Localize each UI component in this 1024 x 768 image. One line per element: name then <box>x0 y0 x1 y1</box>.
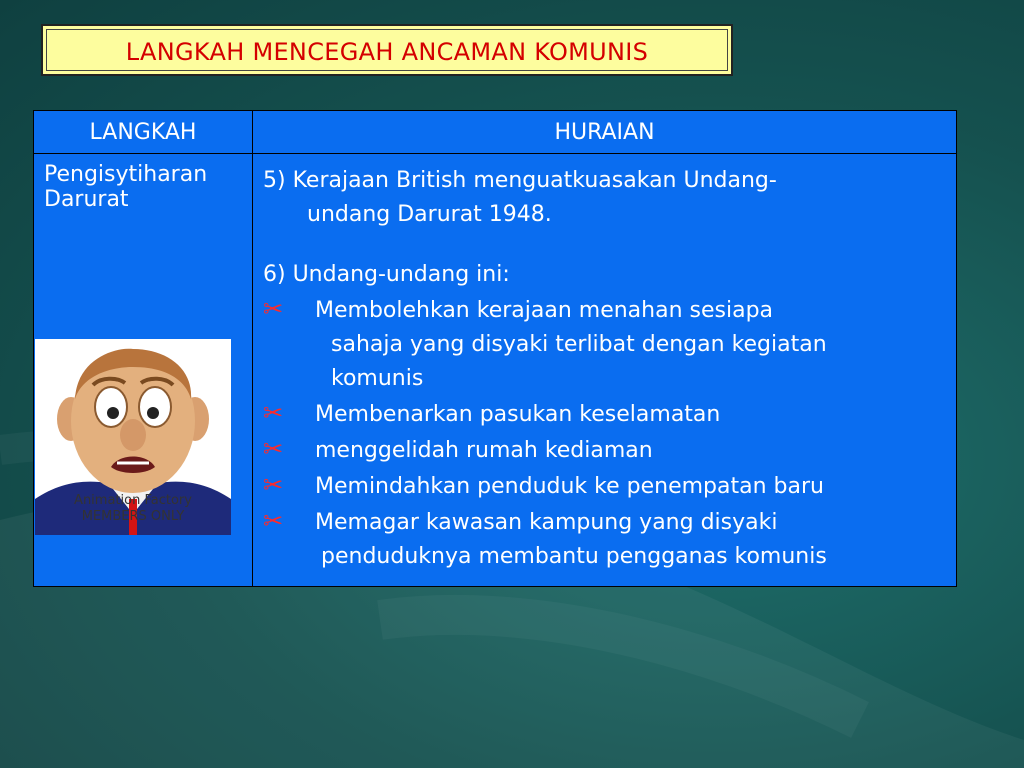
scissors-bullet-icon: ✂ <box>263 435 284 463</box>
header-huraian: HURAIAN <box>253 111 957 154</box>
bullet-text-2: Membenarkan pasukan keselamatan <box>315 402 721 427</box>
bullet-item-3 <box>263 432 946 468</box>
worried-man-image <box>35 339 231 535</box>
table-row <box>34 154 957 587</box>
content-table <box>33 110 957 587</box>
bullet-text-5: Memagar kawasan kampung yang disyaki <box>315 510 778 535</box>
watermark-line2: MEMBERS ONLY <box>81 509 185 524</box>
title-box <box>41 24 733 76</box>
scissors-bullet-icon: ✂ <box>263 471 284 499</box>
bullet-text-4: Memindahkan penduduk ke penempatan baru <box>315 474 824 499</box>
watermark-line1: Animation Factory <box>74 493 192 508</box>
step-name-line1: Pengisytiharan <box>44 162 208 187</box>
scissors-bullet-icon: ✂ <box>263 507 284 535</box>
step-name-line2: Darurat <box>44 187 129 212</box>
spacer <box>263 232 946 258</box>
point5-line2: undang Darurat 1948. <box>307 202 552 227</box>
bullet-1-cont-1: sahaja yang disyaki terlibat dengan kegiatan <box>331 332 827 357</box>
scissors-bullet-icon: ✂ <box>263 399 284 427</box>
bullet-5-cont: penduduknya membantu pengganas komunis <box>321 544 827 569</box>
bullet-item-5 <box>263 504 946 540</box>
bullet-item-4 <box>263 468 946 504</box>
point5-line1: 5) Kerajaan British menguatkuasakan Undang- <box>263 168 777 193</box>
bullet-item-1 <box>263 292 946 328</box>
header-langkah: LANGKAH <box>34 111 253 154</box>
bullet-1-cont-2: komunis <box>331 366 424 391</box>
bullet-item-2 <box>263 396 946 432</box>
table-header-row <box>34 111 957 154</box>
point6: 6) Undang-undang ini: <box>263 262 510 287</box>
step-cell <box>34 154 253 587</box>
image-watermark <box>35 493 231 525</box>
bullet-text-1: Membolehkan kerajaan menahan sesiapa <box>315 298 774 323</box>
bullet-text-3: menggelidah rumah kediaman <box>315 438 653 463</box>
description-cell <box>253 154 957 587</box>
page-title: LANGKAH MENCEGAH ANCAMAN KOMUNIS <box>125 38 649 66</box>
scissors-bullet-icon: ✂ <box>263 295 284 323</box>
